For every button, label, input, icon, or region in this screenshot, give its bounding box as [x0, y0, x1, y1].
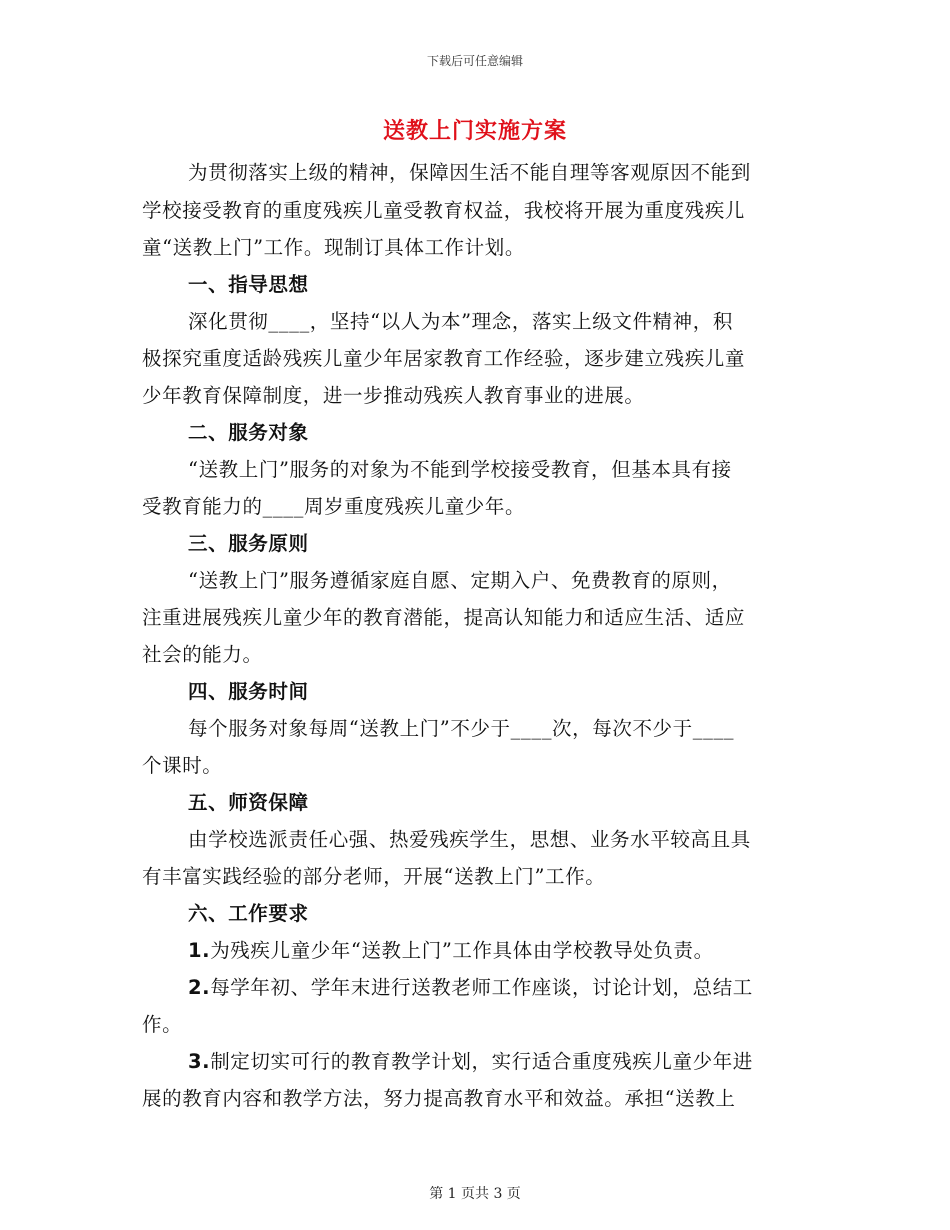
section-heading: 三、服务原则 [188, 532, 309, 555]
list-item [188, 1046, 753, 1074]
list-item [188, 972, 753, 1000]
list-number: 2. [188, 976, 211, 999]
paragraph-line: 受教育能力的____周岁重度残疾儿童少年。 [142, 495, 526, 518]
paragraph-line: 展的教育内容和教学方法，努力提高教育水平和效益。承担“送教上 [142, 1087, 736, 1110]
list-item-text: 每学年初、学年末进行送教老师工作座谈，讨论计划，总结工 [210, 976, 753, 999]
header-note: 下载后可任意编辑 [426, 54, 523, 68]
list-item-text: 制定切实可行的教育教学计划，实行适合重度残疾儿童少年进 [210, 1050, 753, 1073]
section-heading: 五、师资保障 [188, 791, 309, 814]
paragraph-line: 注重进展残疾儿童少年的教育潜能，提高认知能力和适应生活、适应 [142, 606, 746, 629]
paragraph-line: 深化贯彻____，坚持“以人为本”理念，落实上级文件精神，积 [188, 310, 733, 333]
list-item-text: 为残疾儿童少年“送教上门”工作具体由学校教导处负责。 [210, 939, 714, 962]
paragraph-line: 有丰富实践经验的部分老师，开展“送教上门”工作。 [142, 865, 606, 888]
page-footer: 第 1 页共 3 页 [429, 1186, 521, 1202]
paragraph-line: “送教上门”服务遵循家庭自愿、定期入户、免费教育的原则， [188, 569, 732, 592]
document-title: 送教上门实施方案 [382, 118, 567, 144]
section-heading: 四、服务时间 [188, 680, 309, 703]
paragraph-line: 学校接受教育的重度残疾儿童受教育权益，我校将开展为重度残疾儿 [142, 199, 746, 222]
paragraph-line: 社会的能力。 [142, 643, 263, 666]
list-item [188, 935, 714, 963]
paragraph-line: 作。 [142, 1013, 183, 1036]
list-number: 3. [188, 1050, 211, 1073]
paragraph-line: 童“送教上门”工作。现制订具体工作计划。 [142, 236, 525, 259]
paragraph-line: 每个服务对象每周“送教上门”不少于____次，每次不少于____ [188, 717, 735, 740]
section-heading: 一、指导思想 [188, 273, 309, 296]
paragraph-line: 少年教育保障制度，进一步推动残疾人教育事业的进展。 [142, 384, 645, 407]
paragraph-line: 由学校选派责任心强、热爱残疾学生，思想、业务水平较高且具 [188, 828, 751, 851]
paragraph-line: 个课时。 [142, 754, 223, 777]
section-heading: 二、服务对象 [188, 421, 309, 444]
paragraph-line: 极探究重度适龄残疾儿童少年居家教育工作经验，逐步建立残疾儿童 [142, 347, 746, 370]
list-number: 1. [188, 939, 211, 962]
paragraph-line: 为贯彻落实上级的精神，保障因生活不能自理等客观原因不能到 [188, 161, 751, 184]
section-heading: 六、工作要求 [188, 902, 309, 925]
paragraph-line: “送教上门”服务的对象为不能到学校接受教育，但基本具有接 [188, 458, 732, 481]
